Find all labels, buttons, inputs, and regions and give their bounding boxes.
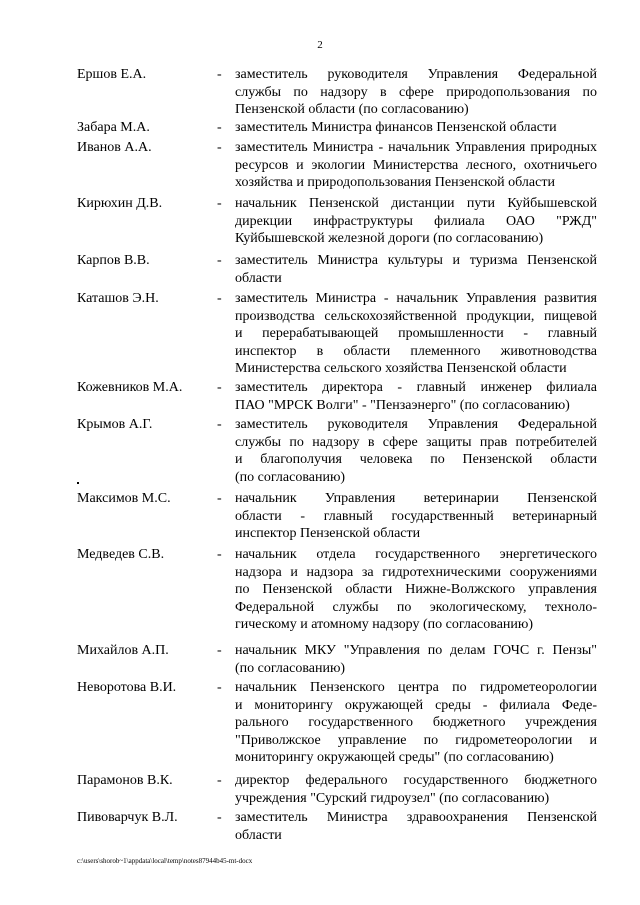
role-line: заместитель директора - главный инженер филиала	[235, 380, 597, 395]
role-line: и перерабатывающей промышленности - главный	[235, 326, 597, 341]
member-name: Кирюхин Д.В.	[77, 196, 163, 211]
roster-entry	[77, 642, 597, 677]
role-line: области - главный государственный ветеринарный	[235, 508, 597, 524]
role-line: области	[235, 270, 282, 286]
role-line: заместитель Министра здравоохранения Пензенской	[235, 810, 597, 825]
member-name: Михайлов А.П.	[77, 643, 169, 658]
member-role	[235, 66, 597, 119]
role-line: гическому и атомному надзору (по согласованию)	[235, 617, 534, 632]
member-name: Крымов А.Г.	[77, 417, 153, 432]
member-role	[235, 195, 597, 248]
role-line: службы по надзору в сфере природопользования по	[235, 84, 597, 100]
role-line: по Пензенской области Нижне-Волжского управления	[235, 582, 597, 597]
roster-entry	[77, 195, 597, 248]
separator-dash: -	[217, 120, 222, 135]
separator-dash: -	[217, 380, 222, 395]
stray-mark	[77, 482, 79, 484]
roster-entry	[77, 679, 597, 767]
separator-dash: -	[217, 810, 222, 825]
role-line: заместитель Министра - начальник Управления развития	[235, 291, 597, 306]
member-name: Каташов Э.Н.	[77, 291, 159, 306]
role-line: Куйбышевской железной дороги (по согласованию)	[235, 231, 544, 246]
page-number: 2	[317, 39, 323, 51]
roster-entry	[77, 546, 597, 634]
member-role	[235, 679, 597, 767]
member-role	[235, 290, 597, 378]
roster-entry	[77, 416, 597, 486]
separator-dash: -	[217, 773, 222, 788]
role-line: и мониторингу окружающей среды - филиала Феде-	[235, 697, 597, 713]
separator-dash: -	[217, 417, 222, 432]
member-name: Неворотова В.И.	[77, 680, 177, 695]
role-line: начальник отдела государственного энергетического	[235, 547, 597, 562]
separator-dash: -	[217, 196, 222, 211]
member-role	[235, 546, 597, 634]
role-line: заместитель Министра - начальник Управления природных	[235, 140, 597, 155]
role-line: хозяйства и природопользования Пензенской области	[235, 175, 555, 190]
separator-dash: -	[217, 643, 222, 658]
separator-dash: -	[217, 140, 222, 155]
role-line: директор федерального государственного бюджетного	[235, 773, 597, 788]
roster-entry	[77, 772, 597, 807]
role-line: ПАО "МРСК Волги" - "Пензаэнерго" (по согласованию)	[235, 397, 570, 413]
separator-dash: -	[217, 253, 222, 268]
role-line: начальник Пензенской дистанции пути Куйбышевской	[235, 196, 597, 211]
member-role	[235, 139, 597, 192]
member-name: Кожевников М.А.	[77, 380, 183, 395]
member-name: Пивоварчук В.Л.	[77, 810, 178, 825]
role-line: области	[235, 827, 282, 843]
member-role	[235, 642, 597, 677]
separator-dash: -	[217, 680, 222, 695]
role-line: начальник Управления ветеринарии Пензенской	[235, 491, 597, 506]
role-line: заместитель руководителя Управления Федеральной	[235, 67, 597, 82]
role-line: "Приволжское управление по гидрометеорологии и	[235, 732, 597, 748]
role-line: и благополучия человека по Пензенской области	[235, 452, 597, 467]
role-line: надзора и надзора за гидротехническими сооружениями	[235, 564, 597, 580]
role-line: службы по надзору в сфере защиты прав потребителей	[235, 434, 597, 450]
role-line: инспектор Пензенской области	[235, 526, 421, 541]
role-line: Федеральной службы по экологическому, техноло-	[235, 599, 597, 615]
role-line: начальник МКУ "Управления по делам ГОЧС г. Пензы"	[235, 643, 597, 658]
role-line: Министерства сельского хозяйства Пензенской области	[235, 361, 567, 376]
roster-entry	[77, 119, 597, 137]
role-line: учреждения "Сурский гидроузел" (по согласованию)	[235, 790, 550, 806]
member-role	[235, 119, 597, 137]
roster-entry	[77, 809, 597, 844]
member-role	[235, 379, 597, 414]
role-line: (по согласованию)	[235, 660, 346, 676]
member-role	[235, 809, 597, 844]
member-role	[235, 772, 597, 807]
role-line: Пензенской области (по согласованию)	[235, 102, 469, 117]
role-line: дирекции инфраструктуры филиала ОАО "РЖД"	[235, 213, 597, 229]
separator-dash: -	[217, 491, 222, 506]
roster-entry	[77, 490, 597, 543]
member-name: Карпов В.В.	[77, 253, 150, 268]
roster-entry	[77, 252, 597, 287]
member-name: Медведев С.В.	[77, 547, 165, 562]
role-line: заместитель руководителя Управления Федеральной	[235, 417, 597, 432]
roster-entry	[77, 139, 597, 192]
role-line: рального государственного бюджетного учреждения	[235, 715, 597, 730]
roster-entry	[77, 379, 597, 414]
member-role	[235, 416, 597, 486]
member-name: Иванов А.А.	[77, 140, 152, 155]
footer-file-path: c:\users\shorob~1\appdata\local\temp\notes87944b45-mt-docx	[77, 857, 253, 865]
role-line: заместитель Министра финансов Пензенской области	[235, 120, 557, 135]
role-line: ресурсов и экологии Министерства лесного, охотничьего	[235, 157, 597, 173]
role-line: начальник Пензенского центра по гидрометеорологии	[235, 680, 597, 695]
role-line: инспектор в области племенного животноводства	[235, 343, 597, 359]
member-name: Максимов М.С.	[77, 491, 171, 506]
role-line: заместитель Министра культуры и туризма Пензенской	[235, 253, 597, 268]
separator-dash: -	[217, 547, 222, 562]
roster-entry	[77, 66, 597, 119]
separator-dash: -	[217, 291, 222, 306]
member-role	[235, 490, 597, 543]
separator-dash: -	[217, 67, 222, 82]
role-line: производства сельскохозяйственной продукции, пищевой	[235, 308, 597, 324]
member-name: Парамонов В.К.	[77, 773, 173, 788]
member-name: Ершов Е.А.	[77, 67, 147, 82]
role-line: мониторингу окружающей среды" (по согласованию)	[235, 750, 554, 765]
member-name: Забара М.А.	[77, 120, 150, 135]
roster-entry	[77, 290, 597, 378]
role-line: (по согласованию)	[235, 469, 346, 485]
member-role	[235, 252, 597, 287]
